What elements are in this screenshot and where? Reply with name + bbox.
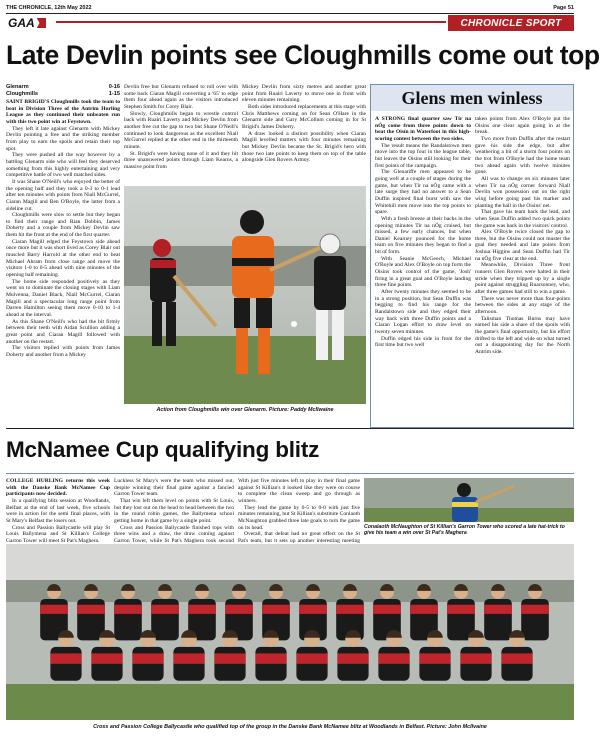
- team-photo-illustration: [6, 544, 574, 720]
- header-rule: [6, 13, 574, 14]
- player-helmet: [457, 483, 471, 497]
- story1-paragraph: As this Shane O'Neill's who had the bit firmly between their teeth with Aidan Scullion adding a great point and Ciaran Magill followed with another on the restart.: [6, 318, 120, 345]
- story2-paragraph: They lead the game by 0-5 to 0-0 with just five minutes remaining, but St Killian's substitute Conlaoth McNaughton grabbed three late goals to turn the game on its head.: [238, 504, 360, 531]
- gaa-logo-text: GAA: [8, 16, 35, 30]
- sidebar-column-2: [475, 116, 570, 424]
- story1-paragraph: St. Brigid's were having none of it and they hit three unanswered points through Liam Kearns, a massive point from: [124, 150, 238, 170]
- sidebar-paragraph: The result means the Randalstown men move into the top four in the league table, but leaves the Oisins still looking for their first points of the campaign.: [375, 142, 471, 169]
- story1-paragraph: Mickey Devlin from sixty metres and another great point from Ruairi Laverty to move one in front with eleven minutes remaining.: [242, 84, 366, 104]
- story2-rule: [6, 473, 574, 474]
- story1-paragraph: Devlin free but Glenarm refused to roll over with some back Ciaran Magill converting a '65' to edge them four ahead again as the visitors introduced Stephen Smith for Corey Blair.: [124, 84, 238, 110]
- photo-pitch: [6, 684, 574, 720]
- sidebar-paragraph: With a fresh breeze at their backs in the opening minutes Tír na nÓg cruised, but missed, a few early chances, but when Daniel Kearney pounced for the home team on five minutes they began to find a bit of form.: [375, 215, 471, 256]
- story1-paragraph: They left it late against Glenarm with Mickey Devlin pointing a free and the striking member from play to earn the spoils and retain their top spot.: [6, 125, 120, 152]
- story2-paragraph: Overall, that defeat had no great effect on the St Pat's team, but it sets up another interesting meeting: [238, 531, 360, 544]
- score-away: 1-15: [108, 90, 120, 97]
- story-divider: [6, 428, 574, 429]
- gaa-logo-mark: [37, 18, 46, 28]
- section-brand: CHRONICLE SPORT: [448, 15, 574, 31]
- sidebar-headline: Glens men winless: [371, 85, 573, 111]
- story2-lead-paragraph: COLLEGE HURLING returns this week with the Danske Bank McNamee Cup participants now decided.: [6, 478, 110, 498]
- sidebar-paragraph: Duffin edged his side in front for the first time but two well: [375, 335, 471, 349]
- sidebar-paragraph: The Glenariffe men appeared to be going well at a couple of stages during the game, but when Tír na nÓg came with a late surge they had no answer to a Sean Duffin inspired final burst with saw the Whitehill men move into the top points to spare.: [375, 169, 471, 216]
- team-photo-caption: Cross and Passion College Ballycastle who qualified top of the group in the Danske Bank McNamee blitz at Woodlands in Belfast. Picture: John McIlvaine: [93, 724, 487, 730]
- story2-player-caption: Conalaoth McNaughton of St Killian's Garron Tower who scored a late hat-trick to give his team a win over St Pat's Maghera: [364, 524, 565, 537]
- story2-headline: McNamee Cup qualifying blitz: [6, 437, 320, 462]
- sidebar-paragraph: Alex O'Boyle twice closed the gap to three, but the Oisins could not muster the goal they needed and late points from Joshua Higgins and Sean Duffin had Tír na nÓg five clear at the end.: [475, 229, 570, 262]
- story2-player-photo: [364, 478, 574, 522]
- story2-paragraph: In a qualifying blitz session at Woodlands, Belfast at the end of last week, five schools were in action for the semi final places, with St Mary's Belfast the losers out.: [6, 497, 110, 524]
- player-portrait-illustration: [364, 478, 574, 522]
- story1-headline: Late Devlin points see Cloughmills come out top: [6, 40, 600, 70]
- story1-paragraph: Ciaran Magill edged the Feystown side ahead once more but it was short lived as Corey Blair out muscled Barry Harrold at the other end to beat Michael Ahram from close range and move the visitors 1-0 to 0-5 ahead with nine minutes of the opening half remaining.: [6, 238, 120, 279]
- story1-paragraph: A draw looked a distinct possibility when Ciaran Magill levelled matters with four minutes remaining but Mickey Devlin became the St. Brigid's hero with those two late points to keep them on top of the table alongside Glen Rovers Armoy.: [242, 130, 366, 164]
- story1-paragraph: Both sides introduced replacements at this stage with Chris Matthews coming on for Sean O'Hare in the Glenarm side and Gary McCollum coming in for St Brigid's James Doherty.: [242, 103, 366, 130]
- story1-paragraph: They were pushed all the way however by a battling Glenarm side who will feel they deserved something from this highly entertaining and very competitive battle of two well matched sides.: [6, 152, 120, 179]
- score-row-away: [6, 91, 120, 98]
- score-home: 0-16: [108, 84, 120, 90]
- story1-scoreline: [6, 84, 120, 97]
- sidebar-paragraph: That gave his team back the lead, and when Sean Duffin added two quick points the game was back in the visitors' control.: [475, 209, 570, 229]
- story2-column-2: [114, 478, 234, 544]
- jersey-stripe: [452, 502, 478, 507]
- score-away-team: Cloughmills: [6, 90, 39, 97]
- story1-column-2: [124, 84, 238, 184]
- sidebar-paragraph: Two more from Duffin after the restart gave his side the edge, but after weathering a bit of a storm four points on the trot from O'Boyle had the home team two ahead again with twelve minutes gone.: [475, 135, 570, 176]
- story1-paragraph: Cloughmills were slow to settle but they began to find their range and Rian Dobbin, James Doherty and a couple from Mickey Devlin saw them hit the front at the end of the first quarter.: [6, 212, 120, 239]
- story2-paragraph: Luckless St Mary's were the team who missed out, despite winning their final game against a fancied Garron Tower team.: [114, 478, 234, 498]
- story1-paragraph: Slowly, Cloughmills began to wrestle control back with Ruairi Laverty and Mickey Devlin from another free cut the gap to two but Shane O'Neill's continued to look dangerous as the excellent Niall McGurrel replied at the other end in the thirteenth minute.: [124, 110, 238, 150]
- sidebar-paragraph: With Seanie McGeoch, Michael O'Boyle and Alex O'Boyle on top form the Oisins took control of the game, 'Josh' firing in a great goal and O'Boyle landing three fine points.: [375, 255, 471, 289]
- story1-action-photo: [124, 186, 366, 404]
- team-photo: [6, 544, 574, 720]
- section-rule: [56, 21, 446, 23]
- score-home-team: Glenarm: [6, 84, 29, 90]
- sidebar-paragraph: All was to change on six minutes later when Tír na nÓg corner forward Niall Devlin won possession out on the right wing before going past his marker and planting the ball in the Oisins' net.: [475, 175, 570, 209]
- page-number: Page 51: [553, 5, 574, 11]
- hurling-action-illustration: [124, 186, 366, 404]
- story1-paragraph: The visitors replied with points from James Doherty and another from a Mickey: [6, 345, 120, 358]
- story2-column-3: [238, 478, 360, 544]
- page-header: [6, 3, 574, 13]
- sidebar-paragraph: After twenty minutes they seemed to be in a strong position, but Sean Duffin was begging to find his range for the Randalstown side and they edged their way back with three Duffin points and a Ciaran Logan effort to draw level on twenty seven minutes.: [375, 289, 471, 335]
- paper-name-date: THE CHRONICLE, 12th May 2022: [6, 5, 92, 11]
- story1-paragraph: The home side responded positively as they went on to dominate the closing stages with Liam Mulvenna, Daniel Black, Niall McGurrel, Ciaran Magill and a spectacular long range point from Darren Hamilton seeing them move 0-10 to 1-4 ahead at the interval.: [6, 278, 120, 318]
- sidebar-column-1: [375, 116, 471, 424]
- story1-photo-caption: Action from Cloughmills win over Glenarm. Picture: Paddy McIlwaine: [156, 407, 334, 413]
- sidebar-paragraph: taken points from Alex O'Boyle put the Oisins one clear again going in at the break.: [475, 116, 570, 136]
- sliotar-ball: [291, 321, 297, 327]
- story1-column-3: [242, 84, 366, 184]
- story1-lead-paragraph: SAINT BRIGID'S Cloughmills took the team to beat in Division Three of the Antrim Hurling League as they continued their unbeaten run with this two point win at Feystown.: [6, 99, 120, 125]
- photo-sky: [6, 544, 574, 580]
- gaa-logo: [8, 16, 46, 30]
- sidebar-paragraph: Meanwhile, Division Three front runners Glen Rovers were halted in their stride when they tripped up by a single point against struggling Ruarsonney, who, after three games had still to win a game.: [475, 262, 570, 296]
- sidebar-lead-paragraph: A STRONG final quarter saw Tír na nÓg come from three points down to beat the Oisín in Waterfoot in this high-scoring contest between the two sides.: [375, 116, 471, 142]
- sidebar-paragraph: Talisman Thomas Burns may have earned his side a share of the spoils with the game's final opportunity, but his effort drifted to the left and wide on what turned out a disappointing day for the North Antrim side.: [475, 315, 570, 355]
- sidebar-paragraph: There was never more than four-points between the sides at any stage of the afternoon.: [475, 295, 570, 316]
- story2-paragraph: Cross and Passion Ballycastle will play St Louis Ballymena and St Killian's College Garron Tower will meet St Pat's Maghera.: [6, 524, 110, 544]
- story1-column-1: [6, 99, 120, 425]
- story1-paragraph: It was Shane O'Neill's who enjoyed the better of the opening half and they took a 0-3 to 0-1 lead after ten minutes with points from Niall McGurrel, Ciaran Magill and Ben O'Boyle, the latter from a sideline cut.: [6, 178, 120, 212]
- story2-column-1: [6, 478, 110, 544]
- story2-paragraph: With just five minutes left to play in their final game against St Killian's it looked like they were on course to complete the clean sweep and go through as winners.: [238, 478, 360, 504]
- story2-paragraph: That win left them level on points with St Louis, but they lost out on the head to head between the two in the round robin games, the Ballymena school getting home in that game by a single point.: [114, 497, 234, 524]
- player-jersey: [452, 497, 478, 522]
- score-row-home: [6, 84, 120, 91]
- story2-paragraph: Cross and Passion Ballycastle finished tops with three wins and a draw, the draw coming against Garron Tower, while St Pat's Maghera took second: [114, 524, 234, 544]
